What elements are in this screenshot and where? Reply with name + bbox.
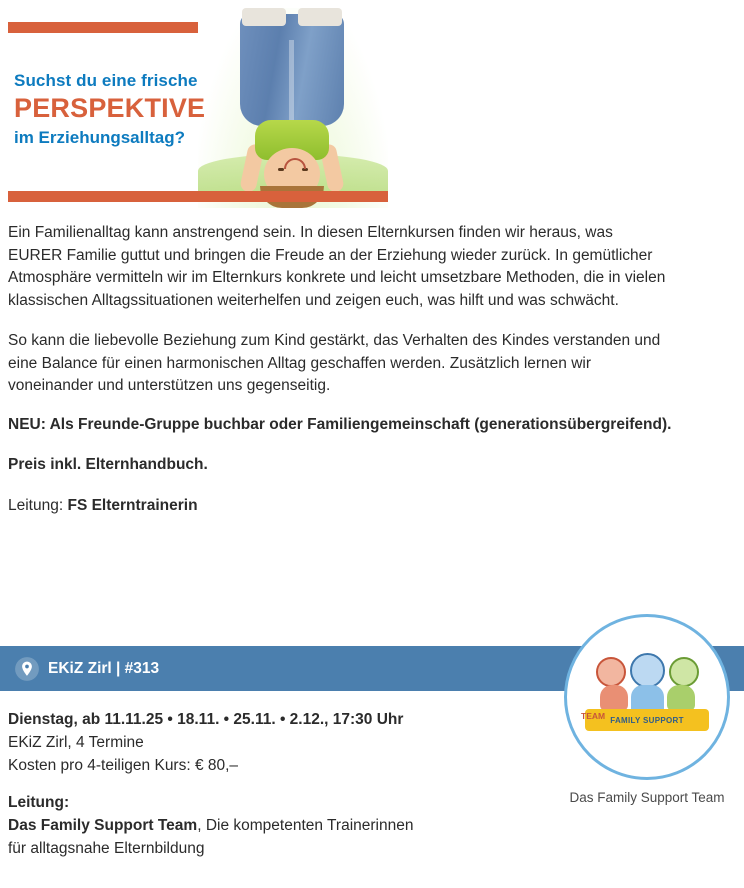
- course-leader-value: FS Elterntrainerin: [67, 496, 198, 514]
- course-venue: EKiZ Zirl, 4 Termine: [8, 734, 144, 751]
- logo-head-blue: [630, 653, 665, 688]
- highlight-price-note: Preis inkl. Elternhandbuch.: [8, 456, 208, 473]
- hero-headline-line2: PERSPEKTIVE: [14, 93, 206, 123]
- hero-headline-group: [14, 70, 244, 150]
- details-leader-line: [8, 814, 528, 837]
- logo-heads-group: [567, 657, 727, 688]
- hero-banner: [8, 8, 388, 208]
- child-jeans-hem-right: [298, 8, 342, 26]
- map-pin-icon: [14, 656, 40, 682]
- logo-block: [562, 614, 732, 805]
- course-details: [8, 708, 528, 860]
- details-leader-label: Leitung:: [8, 794, 70, 811]
- hero-accent-bar-bottom: [8, 191, 388, 202]
- course-dates: Dienstag, ab 11.11.25 • 18.11. • 25.11. • 2.12., 17:30 Uhr: [8, 711, 404, 728]
- logo-head-green: [669, 657, 699, 687]
- family-support-logo: [564, 614, 730, 780]
- paragraph-intro: Ein Familienalltag kann anstrengend sein. In diesen Elternkursen finden wir heraus, was EURER Familie guttut und bringen die Freude an der Erziehung wieder zurück. In gemütlicher Atmosphäre vermitteln wir im Elternkurs konkrete und leicht umsetzbare Methoden, die in vielen klassischen Alltagssituationen weiterhelfen und zeigen euch, was hilft und was schwächt.: [8, 224, 666, 309]
- details-spacer: [8, 777, 528, 791]
- logo-band-text: FAMILY SUPPORT: [610, 715, 684, 725]
- highlight-new-offer: NEU: Als Freunde-Gruppe buchbar oder Familiengemeinschaft (generationsübergreifend).: [8, 415, 672, 433]
- course-price: Kosten pro 4-teiligen Kurs: € 80,–: [8, 757, 239, 774]
- logo-team-text: TEAM: [581, 711, 606, 721]
- course-leader-label: Leitung:: [8, 496, 64, 514]
- details-leader-rest2: für alltagsnahe Elternbildung: [8, 840, 205, 857]
- child-jeans-hem-left: [242, 8, 286, 26]
- article-body: [0, 208, 728, 517]
- details-leader-rest: , Die kompetenten Trainerinnen: [197, 817, 414, 834]
- logo-body-orange: [600, 685, 628, 711]
- logo-body-green: [667, 685, 695, 711]
- course-leader-line: [8, 495, 720, 518]
- child-jeans: [240, 14, 344, 126]
- logo-caption: Das Family Support Team: [569, 790, 725, 805]
- logo-head-orange: [596, 657, 626, 687]
- paragraph-benefits: So kann die liebevolle Beziehung zum Kind gestärkt, das Verhalten des Kindes verstanden und eine Balance für einen harmonischen Alltag geschaffen werden. Zusätzlich lernen wir voneinander und unterstützen uns gegenseitig.: [8, 332, 661, 394]
- details-leader-name: Das Family Support Team: [8, 817, 198, 834]
- hero-headline-line3: im Erziehungsalltag?: [14, 128, 185, 147]
- location-title: EKiZ Zirl | #313: [48, 659, 160, 677]
- hero-headline-line1: Suchst du eine frische: [14, 71, 198, 90]
